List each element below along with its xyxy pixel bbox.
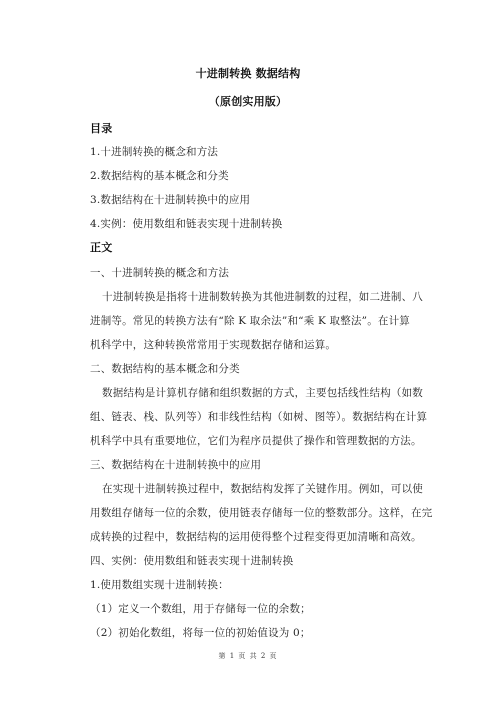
toc-item-4: 4.实例：使用数组和链表实现十进制转换 xyxy=(90,218,283,230)
section-1-heading: 一、十进制转换的概念和方法 xyxy=(90,267,230,279)
section-3-line-1: 在实现十进制转换过程中，数据结构发挥了关键作用。例如，可以使 xyxy=(102,483,423,495)
section-2-line-1: 数据结构是计算机存储和组织数据的方式，主要包括线性结构（如数 xyxy=(102,387,423,399)
page-footer: 第 1 页 共 2 页 xyxy=(218,652,278,660)
document-title: 十进制转换 数据结构 xyxy=(195,67,301,80)
section-2-line-2: 组、链表、栈、队列等）和非线性结构（如树、图等）。数据结构在计算 xyxy=(90,411,428,423)
section-1-line-3: 机科学中，这种转换常常用于实现数据存储和运算。 xyxy=(90,339,337,351)
section-3-line-2: 用数组存储每一位的余数，使用链表存储每一位的整数部分。这样，在完 xyxy=(90,507,433,519)
section-4-heading: 四、实例：使用数组和链表实现十进制转换 xyxy=(90,555,294,567)
section-1-line-2: 进制等。常见的转换方法有“除 K 取余法”和“乘 K 取整法”。在计算 xyxy=(90,315,411,327)
toc-item-1: 1.十进制转换的概念和方法 xyxy=(90,146,219,158)
section-2-line-3: 机科学中具有重要地位，它们为程序员提供了操作和管理数据的方法。 xyxy=(90,435,422,447)
section-2-heading: 二、数据结构的基本概念和分类 xyxy=(90,363,240,375)
section-3-line-3: 成转换的过程中，数据结构的运用使得整个过程变得更加清晰和高效。 xyxy=(90,531,422,543)
toc-item-2: 2.数据结构的基本概念和分类 xyxy=(90,170,229,182)
document-subtitle: （原创实用版） xyxy=(208,95,288,108)
section-1-line-1: 十进制转换是指将十进制数转换为其他进制数的过程，如二进制、八 xyxy=(102,291,423,303)
section-4-step-1: （1）定义一个数组，用于存储每一位的余数； xyxy=(90,603,311,615)
toc-item-3: 3.数据结构在十进制转换中的应用 xyxy=(90,194,251,206)
body-heading: 正文 xyxy=(90,241,113,254)
section-3-heading: 三、数据结构在十进制转换中的应用 xyxy=(90,459,262,471)
section-4-subheading: 1.使用数组实现十进制转换： xyxy=(90,579,229,591)
toc-heading: 目录 xyxy=(90,122,113,135)
section-4-step-2: （2）初始化数组，将每一位的初始值设为 0； xyxy=(90,627,311,639)
